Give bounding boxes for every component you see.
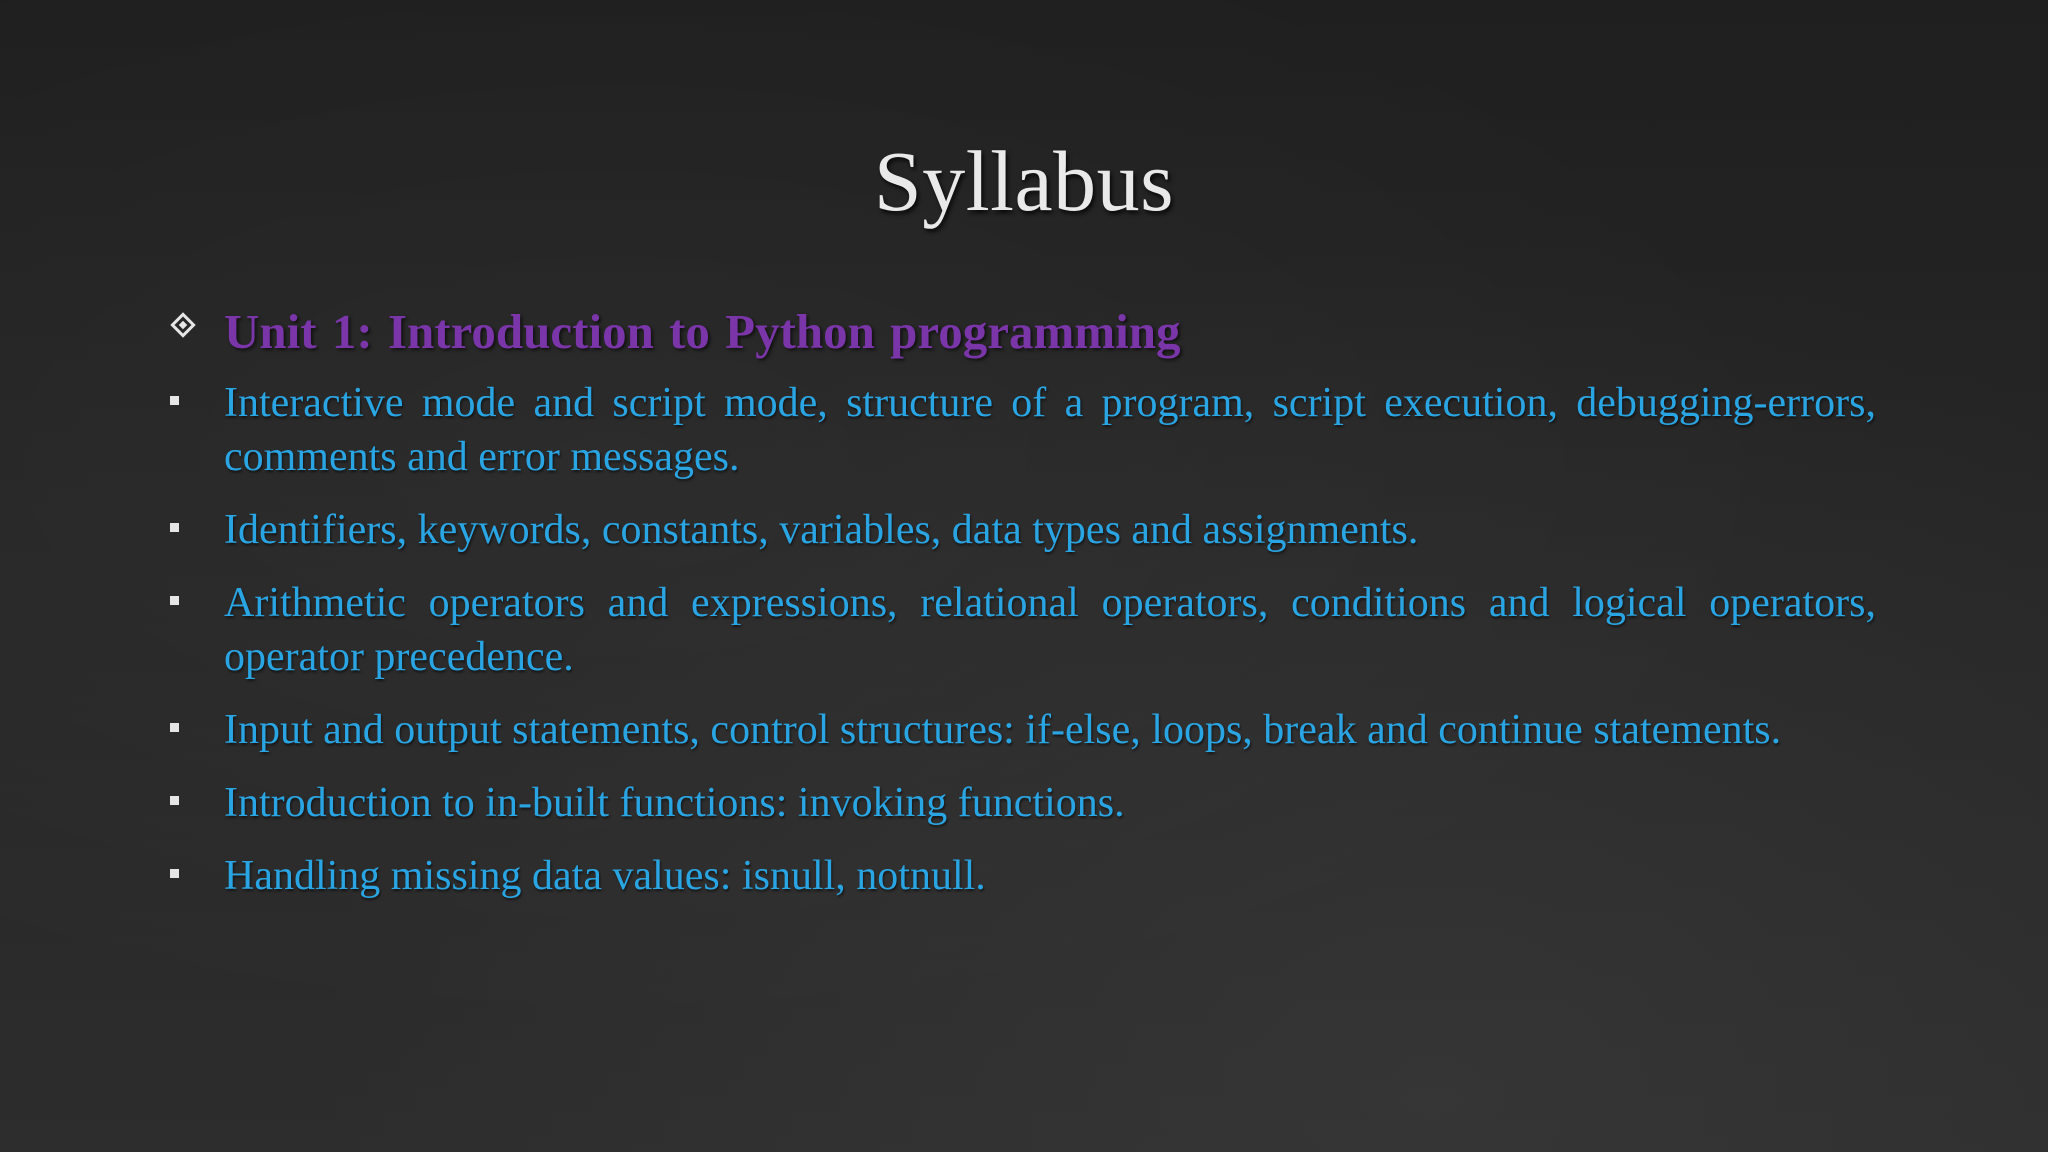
list-item-text: Interactive mode and script mode, structure of a program, script execution, debugging-errors, comments and error messages. (224, 380, 1876, 480)
list-item-text: Identifiers, keywords, constants, variables, data types and assignments. (224, 507, 1419, 553)
list-item-text: Input and output statements, control structures: if-else, loops, break and continue statements. (224, 707, 1782, 753)
list-item-text: Introduction to in-built functions: invoking functions. (224, 780, 1125, 826)
square-bullet-icon (170, 396, 179, 405)
square-bullet-icon (170, 869, 179, 878)
topic-list (168, 376, 1876, 903)
square-bullet-icon (170, 523, 179, 532)
square-bullet-icon (170, 596, 179, 605)
list-item (168, 776, 1876, 830)
unit-heading: Unit 1: Introduction to Python programming (224, 304, 1181, 359)
slide-content (168, 300, 1876, 922)
square-bullet-icon (170, 723, 179, 732)
list-item-text: Arithmetic operators and expressions, relational operators, conditions and logical operators, operator precedence. (224, 580, 1876, 680)
list-item-text: Handling missing data values: isnull, notnull. (224, 853, 986, 899)
diamond-bullet-icon (170, 312, 195, 337)
unit-heading-row (168, 300, 1876, 364)
list-item (168, 503, 1876, 557)
list-item (168, 703, 1876, 757)
slide-title: Syllabus (873, 133, 1175, 229)
list-item (168, 376, 1876, 484)
list-item (168, 576, 1876, 684)
square-bullet-icon (170, 796, 179, 805)
list-item (168, 849, 1876, 903)
